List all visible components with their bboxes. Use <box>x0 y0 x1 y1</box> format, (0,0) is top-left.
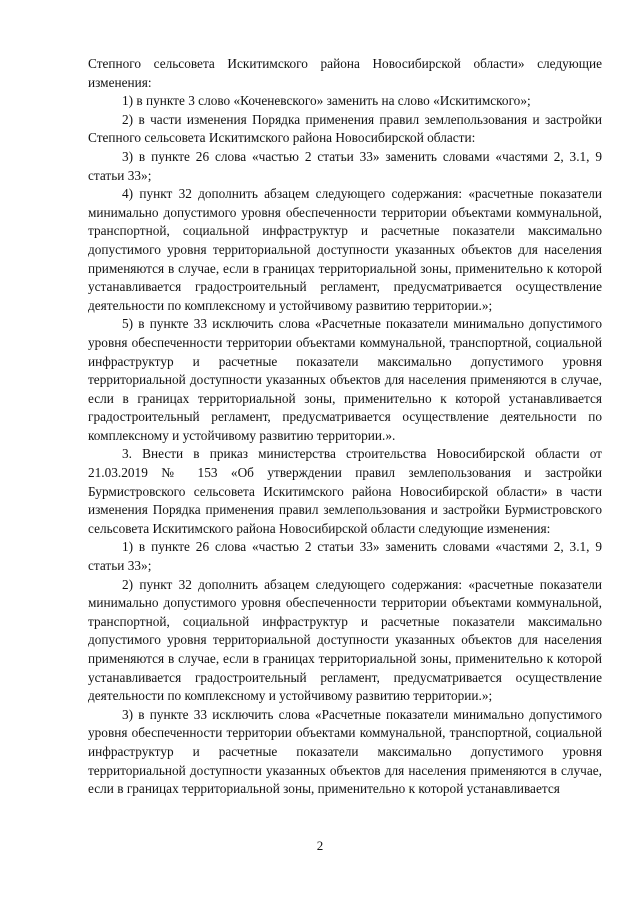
paragraph-item-5-point-33: 5) в пункте 33 исключить слова «Расчетные показатели минимально допустимого уровня обеспеченности территории объектами коммунальной, транспортной, социальной инфраструктур и расчетные показатели максимально допустимого уровня территориальной доступности указанных объектов для населения применяются в случае, если в границах территориальной зоны, применительно к которой устанавливается градостроительный регламент, предусматривается осуществление деятельности по комплексному и устойчивому развитию территории.». <box>88 316 602 443</box>
paragraph-item-1-replace-word: 1) в пункте 3 слово «Коченевского» заменить на слово «Искитимского»; <box>122 93 531 109</box>
paragraph-item-4-point-32: 4) пункт 32 дополнить абзацем следующего содержания: «расчетные показатели минимально допустимого уровня обеспеченности территории объектами коммунальной, транспортной, социальной инфраструктур и расчетные показатели максимально допустимого уровня территориальной доступности указанных объектов для населения применяются в случае, если в границах территориальной зоны, применительно к которой устанавливается градостроительный регламент, предусматривается осуществление деятельности по комплексному и устойчивому развитию территории.»; <box>88 186 602 313</box>
paragraph-section-3-order-amendment: 3. Внести в приказ министерства строительства Новосибирской области от 21.03.2019 № 153 «Об утверждении правил землепользования и застройки Бурмистровского сельсовета Искитимского района Новосибирской области» в части изменения Порядка применения правил землепользования и застройки Бурмистровского сельсовета Искитимского района Новосибирской области следующие изменения: <box>88 446 602 536</box>
paragraph-item-3-point-26: 3) в пункте 26 слова «частью 2 статьи 33» заменить словами «частями 2, 3.1, 9 статьи 33»; <box>88 148 602 183</box>
document-body <box>88 55 602 799</box>
paragraph-section-3-item-3: 3) в пункте 33 исключить слова «Расчетные показатели минимально допустимого уровня обеспеченности территории объектами коммунальной, транспортной, социальной инфраструктур и расчетные показатели максимально допустимого уровня территориальной доступности указанных объектов для населения применяются в случае, если в границах территориальной зоны, применительно к которой устанавливается <box>88 706 602 797</box>
paragraph-section-3-item-2: 2) пункт 32 дополнить абзацем следующего содержания: «расчетные показатели минимально допустимого уровня обеспеченности территории объектами коммунальной, транспортной, социальной инфраструктур и расчетные показатели максимально допустимого уровня территориальной доступности указанных объектов для населения применяются в случае, если в границах территориальной зоны, применительно к которой устанавливается градостроительный регламент, предусматривается осуществление деятельности по комплексному и устойчивому развитию территории.»; <box>88 576 602 704</box>
paragraph-continuation: Степного сельсовета Искитимского района Новосибирской области» следующие изменения: <box>88 56 602 90</box>
page-number: 2 <box>316 838 324 853</box>
paragraph-section-3-item-1: 1) в пункте 26 слова «частью 2 статьи 33» заменить словами «частями 2, 3.1, 9 статьи 33»; <box>88 539 602 574</box>
paragraph-item-2-procedure-changes: 2) в части изменения Порядка применения правил землепользования и застройки Степного сельсовета Искитимского района Новосибирской области: <box>88 111 602 146</box>
